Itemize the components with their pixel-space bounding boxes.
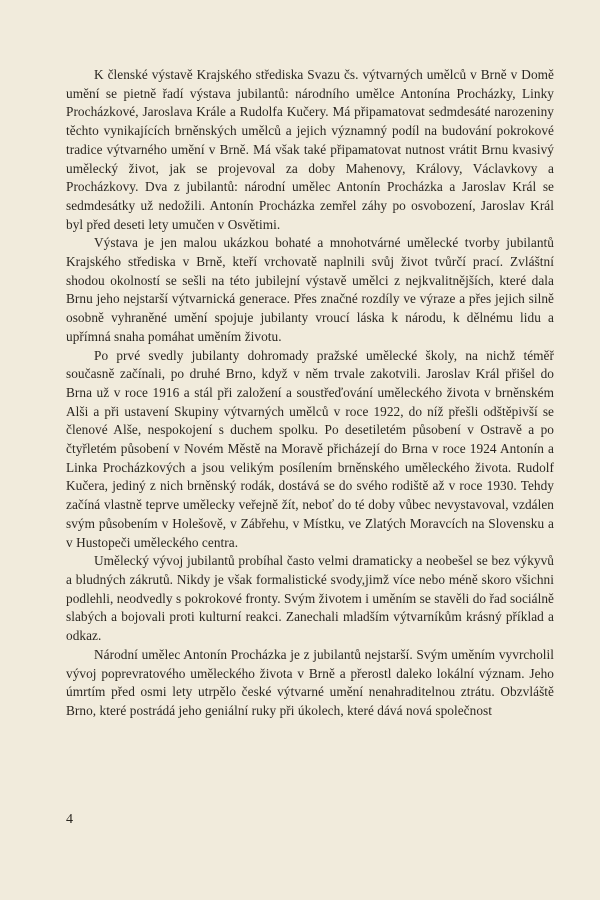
paragraph: Národní umělec Antonín Procházka je z jubilantů nejstarší. Svým uměním vyvrcholil vývoj poprevratového uměleckého života v Brně a přerostl daleko lokální význam. Jeho úmrtím před osmi lety utrpělo české výtvarné umění nenahraditelnou ztrátu. Obzvláště Brno, které postrádá jeho geniální ruky při úkolech, které dává nová společnost bbox=[66, 646, 554, 718]
body-text bbox=[66, 66, 554, 721]
paragraph: K členské výstavě Krajského střediska Svazu čs. výtvarných umělců v Brně v Domě umění se pietně řadí výstava jubilantů: národního umělce Antonína Procházky, Linky Procházkové, Jaroslava Krále a Rudolfa Kučery. Má připamatovat sedmdesáté narozeniny těchto vynikajících brněnských umělců a jejich významný podíl na budování pokrokové tradice výtvarného umění v Brně. Má však také připamatovat nutnost vrátit Brnu kvasivý umělecký život, jak se projevoval za doby Mahenovy, Královy, Václavkovy a Procházkovy. Dva z jubilantů: národní umělec Antonín Procházka a Jaroslav Král se sedmdesátky už nedožili. Antonín Procházka zemřel záhy po osvobození, Jaroslav Král byl před deseti lety umučen v Osvětimi. bbox=[66, 67, 554, 232]
paragraph: Výstava je jen malou ukázkou bohaté a mnohotvárné umělecké tvorby jubilantů Krajského střediska v Brně, kteří vrchovatě naplnili svůj život tvůrčí prací. Zvláštní shodou okolností se sešli na této jubilejní výstavě umělci z nejkvalitnějších, které dala Brnu jeho nejstarší výtvarnická generace. Přes značné rozdíly ve výraze a přes jejich silně osobně vyhraněné umění spojuje jubilanty vroucí láska k národu, k dělnému lidu a upřímná snaha pomáhat uměním životu. bbox=[66, 235, 554, 344]
paragraph: Umělecký vývoj jubilantů probíhal často velmi dramaticky a neobešel se bez výkyvů a bludných zákrutů. Nikdy je však formalistické svody,jimž více nebo méně skoro všichni podlehli, neodvedly s pokrokové fronty. Svým životem i uměním se stavěli do řad sociálně slabých a bojovali proti kulturní reakci. Zanechali mladším výtvarníkům krásný příklad a odkaz. bbox=[66, 553, 554, 644]
page-number: 4 bbox=[66, 812, 73, 827]
paragraph: Po prvé svedly jubilanty dohromady pražské umělecké školy, na nichž téměř současně začínali, po druhé Brno, když v něm trvale zakotvili. Jaroslav Král přišel do Brna už v roce 1916 a stál při založení a soustřeďování uměleckého života v brněnském Alši a při ustavení Skupiny výtvarných umělců v roce 1922, do níž přešli odštěpivší se členové Alše, nespokojení s duchem spolku. Po desetiletém působení v Ostravě a po čtyřletém působení v Novém Městě na Moravě přicházejí do Brna v roce 1924 Antonín a Linka Procházkových a jsou velikým posílením brněnského uměleckého života. Rudolf Kučera, jediný z nich brněnský rodák, dostává se do svého rodiště až v roce 1930. Tehdy začíná vlastně teprve umělecky veřejně žít, neboť do té doby vůbec nevystavoval, vzdálen svým působením v Holešově, v Zábřehu, v Místku, ve Zlatých Moravcích na Slovensku a v Hustopeči uměleckého centra. bbox=[66, 347, 554, 550]
